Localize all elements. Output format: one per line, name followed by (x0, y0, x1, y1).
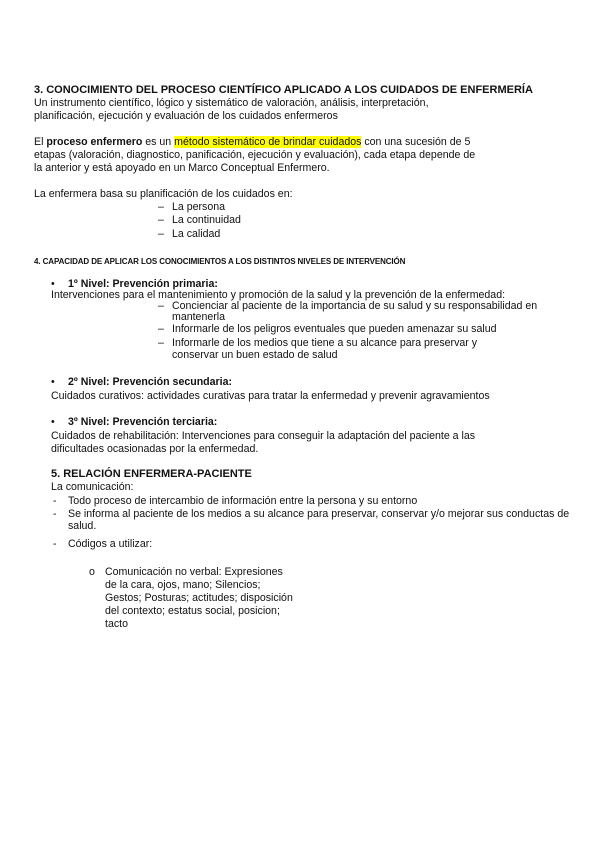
sub-item-line: tacto (105, 618, 128, 630)
list-item-continuation: mantenerla (172, 311, 225, 323)
process-paragraph-line-1 (34, 136, 470, 149)
process-paragraph-suffix: con una sucesión de 5 (361, 136, 471, 148)
circle-marker: o (89, 566, 95, 578)
dash-marker: – (158, 300, 164, 312)
communication-intro: La comunicación: (51, 481, 134, 493)
list-item-continuation: conservar un buen estado de salud (172, 349, 338, 361)
list-item: Concienciar al paciente de la importancia de su salud y su responsabilidad en (172, 300, 538, 312)
list-item: Se informa al paciente de los medios a su alcance para preservar, conservar y/o mejorar sus conductas de (68, 508, 570, 520)
process-paragraph-line-2: etapas (valoración, diagnostico, panificación, ejecución y evaluación), cada etapa depende de (34, 149, 476, 161)
level-3-description-line-2: dificultades ocasionadas por la enfermedad. (51, 443, 259, 455)
process-paragraph-mid: es un (142, 136, 175, 148)
dash-marker: – (158, 337, 164, 349)
list-item: La persona (172, 201, 226, 213)
level-1-description: Intervenciones para el mantenimiento y promoción de la salud y la prevención de la enfermedad: (51, 289, 506, 301)
level-3-description-line-1: Cuidados de rehabilitación: Intervenciones para conseguir la adaptación del paciente a las (51, 430, 476, 442)
process-paragraph-line-3: la anterior y está apoyado en un Marco Conceptual Enfermero. (34, 162, 330, 174)
level-3-title: 3º Nivel: Prevención terciaria: (68, 416, 218, 428)
planning-basis-text: La enfermera basa su planificación de los cuidados en: (34, 188, 293, 200)
highlighted-phrase: método sistemático de brindar cuidados (174, 136, 362, 148)
list-item-continuation: salud. (68, 520, 97, 532)
dash-marker: - (53, 495, 57, 507)
dash-marker: - (53, 538, 57, 550)
dash-marker: – (158, 323, 164, 335)
section-5-title: 5. RELACIÓN ENFERMERA-PACIENTE (51, 468, 252, 480)
dash-marker: – (158, 201, 164, 213)
level-2-description: Cuidados curativos: actividades curativas para tratar la enfermedad y prevenir agravamientos (51, 390, 490, 402)
level-1-title: 1º Nivel: Prevención primaria: (68, 278, 218, 290)
list-item: La continuidad (172, 214, 241, 226)
section-3-definition-line-2: planificación, ejecución y evaluación de los cuidados enfermeros (34, 110, 338, 122)
dash-marker: - (53, 508, 57, 520)
process-paragraph-prefix: El (34, 136, 47, 148)
list-item: Todo proceso de intercambio de información entre la persona y su entorno (68, 495, 418, 507)
bullet-marker: • (51, 416, 55, 428)
sub-item-line: Comunicación no verbal: Expresiones (105, 566, 283, 578)
bullet-marker: • (51, 376, 55, 388)
list-item: La calidad (172, 228, 221, 240)
list-item: Códigos a utilizar: (68, 538, 153, 550)
process-term: proceso enfermero (46, 136, 143, 148)
section-3-title: 3. CONOCIMIENTO DEL PROCESO CIENTÍFICO APLICADO A LOS CUIDADOS DE ENFERMERÍA (34, 84, 533, 96)
list-item: Informarle de los peligros eventuales que pueden amenazar su salud (172, 323, 497, 335)
section-3-definition-line-1: Un instrumento científico, lógico y sistemático de valoración, análisis, interpretación, (34, 97, 429, 109)
bullet-marker: • (51, 278, 55, 290)
section-4-title: 4. CAPACIDAD DE APLICAR LOS CONOCIMIENTOS A LOS DISTINTOS NIVELES DE INTERVENCIÓN (34, 257, 406, 266)
list-item: Informarle de los medios que tiene a su alcance para preservar y (172, 337, 478, 349)
dash-marker: – (158, 228, 164, 240)
level-2-title: 2º Nivel: Prevención secundaria: (68, 376, 233, 388)
sub-item-line: de la cara, ojos, mano; Silencios; (105, 579, 261, 591)
sub-item-line: del contexto; estatus social, posicion; (105, 605, 280, 617)
dash-marker: – (158, 214, 164, 226)
sub-item-line: Gestos; Posturas; actitudes; disposición (105, 592, 293, 604)
